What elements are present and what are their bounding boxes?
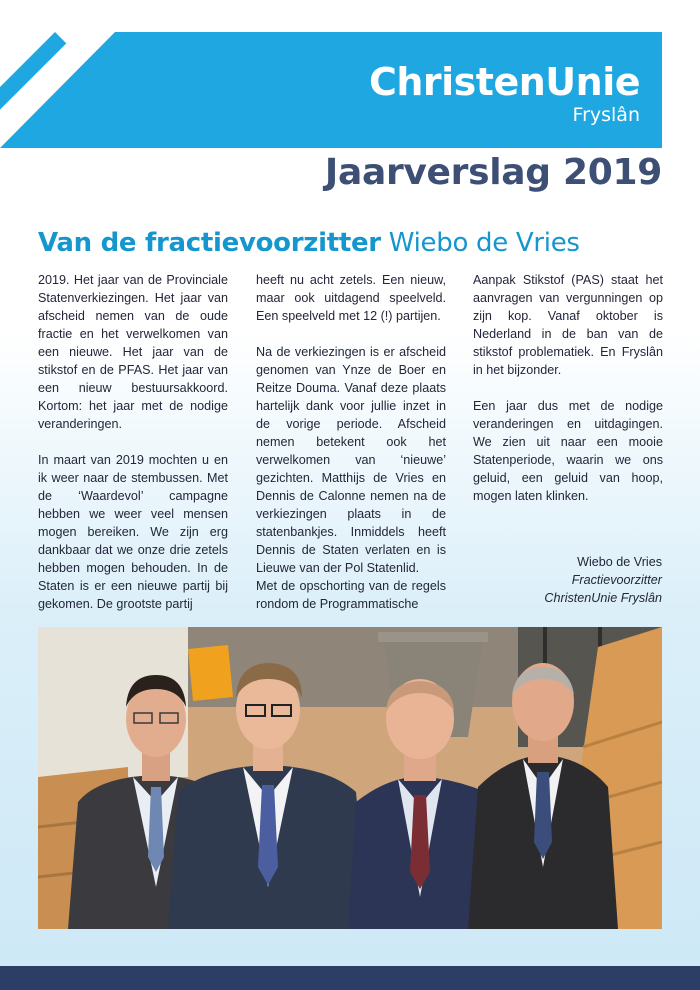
section-heading-title: Van de fractievoorzitter — [38, 228, 381, 258]
brand-name: ChristenUnie — [368, 60, 640, 104]
signature-name: Wiebo de Vries — [577, 555, 662, 569]
paragraph: Met de opschorting van de regels rondom de Programmatische — [256, 579, 446, 611]
text-column-2 — [256, 271, 446, 613]
section-heading — [38, 228, 580, 258]
signature-organization: ChristenUnie Fryslân — [544, 591, 662, 605]
group-photo — [38, 627, 662, 929]
paragraph: 2019. Het jaar van de Provinciale Statenverkiezingen. Het jaar van afscheid nemen van de oude fractie en het verwelkomen van een nieuwe. Het jaar van de stikstof en de PFAS. Het jaar van een nieuw bestuursakkoord. Kortom: het jaar met de nodige veranderingen. — [38, 273, 228, 431]
paragraph: In maart van 2019 mochten u en ik weer naar de stembussen. Met de ‘Waardevol’ campagne hebben we weer veel mensen mogen bereiken. We zijn erg dankbaar dat we onze drie zetels hebben mogen behouden. In de Staten is er een nieuwe partij bij gekomen. De grootste partij — [38, 453, 228, 611]
paragraph: Na de verkiezingen is er afscheid genomen van Ynze de Boer en Reitze Douma. Vanaf deze plaats hartelijk dank voor jullie inzet in de vorige periode. Afscheid nemen betekent ook het verwelkomen van ‘nieuwe’ gezichten. Matthijs de Vries en Dennis de Calonne nemen na de verkiezingen plaats in de statenbankjes. Inmiddels heeft Dennis de Staten verlaten en is Lieuwe van der Pol Statenlid. — [256, 345, 446, 575]
group-photo-illustration — [38, 627, 662, 929]
footer-bar — [0, 966, 700, 990]
paragraph: Een jaar dus met de nodige veranderingen en uitdagingen. We zien uit naar een mooie Statenperiode, waarin we ons geluid, een geluid van hoop, mogen laten klinken. — [473, 399, 663, 503]
paragraph: Aanpak Stikstof (PAS) staat het aanvragen van vergunningen op zijn kop. Vanaf oktober is Nederland in de ban van de stikstof problematiek. En Fryslân in het bijzonder. — [473, 273, 663, 377]
signature-block — [544, 553, 662, 607]
text-column-3 — [473, 271, 663, 505]
report-title: Jaarverslag 2019 — [324, 152, 662, 193]
header-banner — [0, 32, 662, 148]
text-column-1 — [38, 271, 228, 613]
brand-region: Fryslân — [572, 104, 640, 126]
paragraph: heeft nu acht zetels. Een nieuw, maar ook uitdagend speelveld. Een speelveld met 12 (!) partijen. — [256, 273, 446, 323]
brand-logo — [369, 62, 640, 126]
section-heading-name: Wiebo de Vries — [388, 228, 580, 258]
signature-role: Fractievoorzitter — [571, 573, 662, 587]
